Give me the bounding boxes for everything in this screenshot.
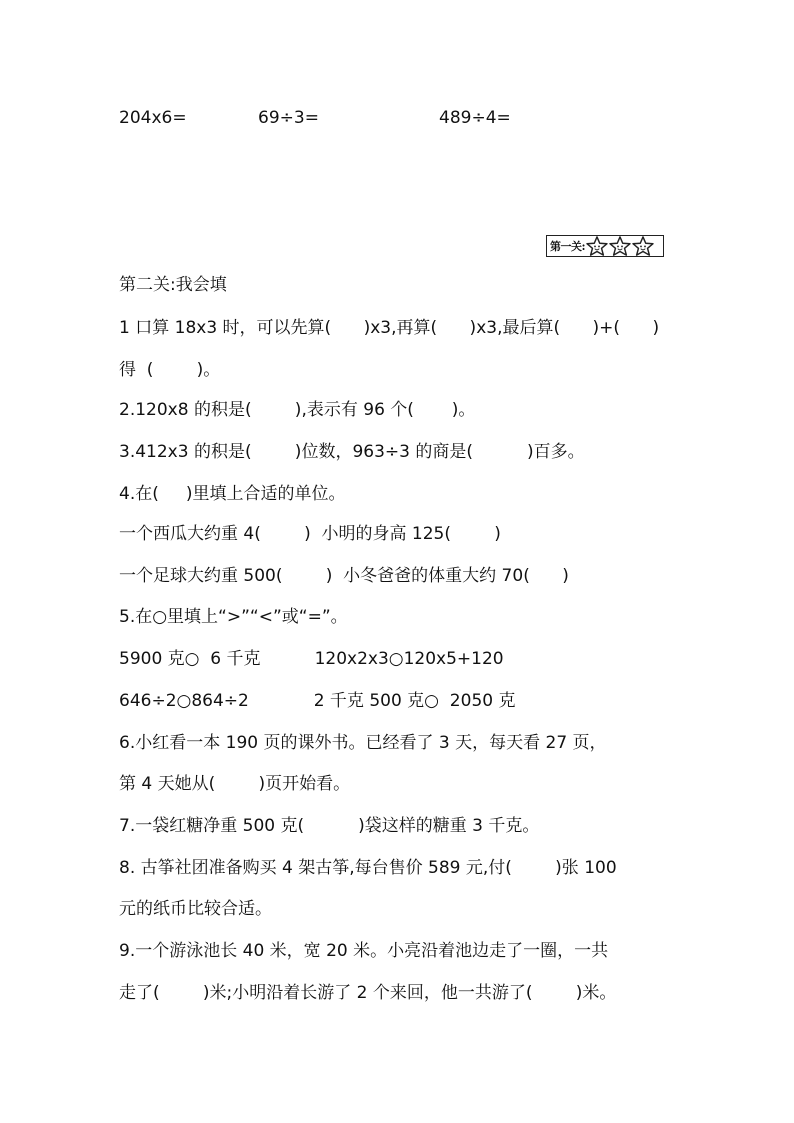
calc-3: 489÷4= [439, 108, 511, 128]
question-1-line-1: 1 口算 18x3 时，可以先算( )x3,再算( )x3,最后算( )+( ) [119, 318, 660, 338]
question-5-line-1: 5900 克○ 6 千克 120x2x3○120x5+120 [119, 649, 504, 669]
question-8-line-1: 8. 古筝社团准备购买 4 架古筝,每台售价 589 元,付( )张 100 [119, 858, 617, 878]
badge-label: 第一关: [550, 240, 586, 253]
question-4-line-1: 一个西瓜大约重 4( ) 小明的身高 125( ) [119, 524, 501, 544]
question-4-line-2: 一个足球大约重 500( ) 小冬爸爸的体重大约 70( ) [119, 566, 569, 586]
question-2: 2.120x8 的积是( ),表示有 96 个( )。 [119, 400, 476, 420]
question-5-title: 5.在○里填上“>”“<”或“=”。 [119, 607, 348, 627]
question-6-line-1: 6.小红看一本 190 页的课外书。已经看了 3 天，每天看 27 页， [119, 733, 607, 753]
question-4-title: 4.在( )里填上合适的单位。 [119, 484, 346, 504]
question-9-line-1: 9.一个游泳池长 40 米，宽 20 米。小亮沿着池边走了一圈，一共 [119, 941, 609, 961]
calc-1: 204x6= [119, 108, 187, 128]
star-icon [632, 236, 654, 256]
star-icon [609, 236, 631, 256]
question-9-line-2: 走了( )米;小明沿着长游了 2 个来回，他一共游了( )米。 [119, 983, 617, 1003]
calc-2: 69÷3= [258, 108, 319, 128]
question-8-line-2: 元的纸币比较合适。 [119, 899, 272, 919]
level-badge [546, 235, 664, 257]
question-1-line-2: 得 ( )。 [119, 360, 221, 380]
question-5-line-2: 646÷2○864÷2 2 千克 500 克○ 2050 克 [119, 691, 516, 711]
section-title: 第二关:我会填 [119, 275, 227, 295]
star-icon [586, 236, 608, 256]
question-7: 7.一袋红糖净重 500 克( )袋这样的糖重 3 千克。 [119, 816, 540, 836]
question-6-line-2: 第 4 天她从( )页开始看。 [119, 774, 351, 794]
badge-stars [586, 236, 654, 256]
question-3: 3.412x3 的积是( )位数，963÷3 的商是( )百多。 [119, 442, 585, 462]
